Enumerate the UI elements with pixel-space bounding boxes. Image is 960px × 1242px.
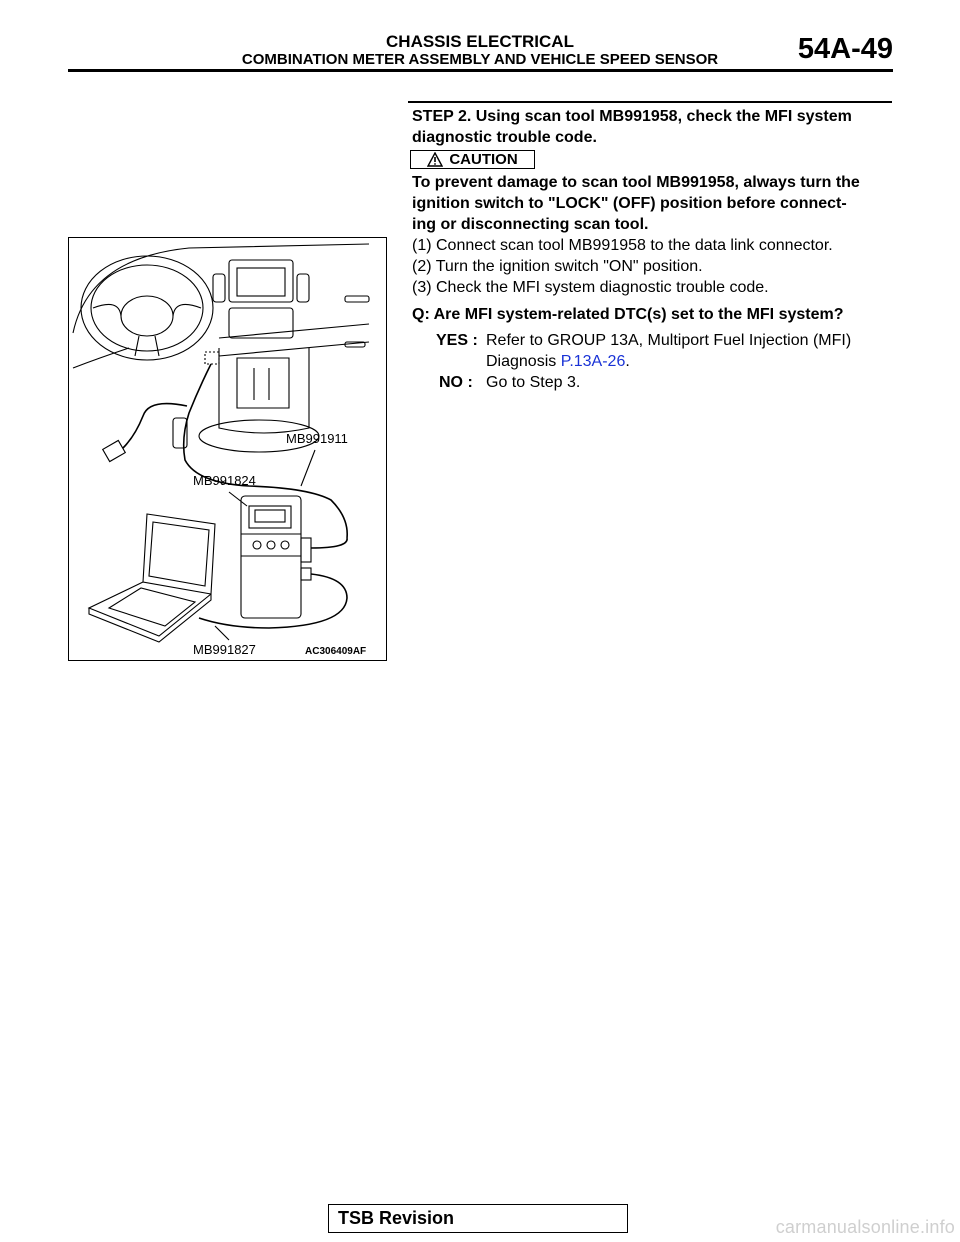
yes-line2-suffix: . — [625, 353, 630, 370]
watermark: carmanualsonline.info — [775, 1217, 955, 1237]
figure-illustration — [69, 238, 386, 660]
caution-line1: To prevent damage to scan tool MB991958, always turn the — [412, 174, 860, 191]
no-label: NO : — [439, 374, 473, 391]
section-title: CHASSIS ELECTRICAL — [386, 32, 574, 51]
step-title-line1: STEP 2. Using scan tool MB991958, check the MFI system — [412, 108, 852, 125]
label-mb991911: MB991911 — [286, 431, 348, 446]
label-mb991827: MB991827 — [193, 642, 256, 657]
diagnosis-link[interactable]: P.13A-26 — [560, 353, 626, 370]
step-title-line2: diagnostic trouble code. — [412, 129, 597, 146]
header-rule — [68, 69, 893, 72]
instruction-3: (3) Check the MFI system diagnostic trouble code. — [412, 279, 769, 296]
no-text: Go to Step 3. — [486, 374, 581, 391]
yes-line2-prefix: Diagnosis — [486, 353, 561, 370]
caution-line2: ignition switch to "LOCK" (OFF) position before connect- — [412, 195, 847, 212]
label-mb991824: MB991824 — [193, 473, 256, 488]
scan-tool-connection-figure — [68, 237, 387, 661]
instruction-2: (2) Turn the ignition switch "ON" position. — [412, 258, 703, 275]
figure-id: AC306409AF — [305, 646, 367, 657]
caution-badge — [410, 150, 535, 169]
section-subtitle: COMBINATION METER ASSEMBLY AND VEHICLE SPEED SENSOR — [241, 51, 719, 68]
warning-triangle-icon — [427, 152, 443, 167]
caution-label: CAUTION — [449, 151, 518, 168]
steering-wheel-icon — [81, 256, 213, 360]
yes-label: YES : — [436, 332, 478, 349]
scan-tool-icon — [241, 496, 301, 618]
tsb-revision-box: TSB Revision — [328, 1204, 628, 1233]
yes-line1: Refer to GROUP 13A, Multiport Fuel Injection (MFI) — [486, 332, 852, 349]
step-rule — [408, 101, 892, 103]
page-number: 54A-49 — [797, 33, 893, 65]
caution-line3: ing or disconnecting scan tool. — [412, 216, 649, 233]
question: Q: Are MFI system-related DTC(s) set to the MFI system? — [412, 306, 844, 323]
yes-line2 — [486, 351, 630, 372]
instruction-1: (1) Connect scan tool MB991958 to the data link connector. — [412, 237, 833, 254]
